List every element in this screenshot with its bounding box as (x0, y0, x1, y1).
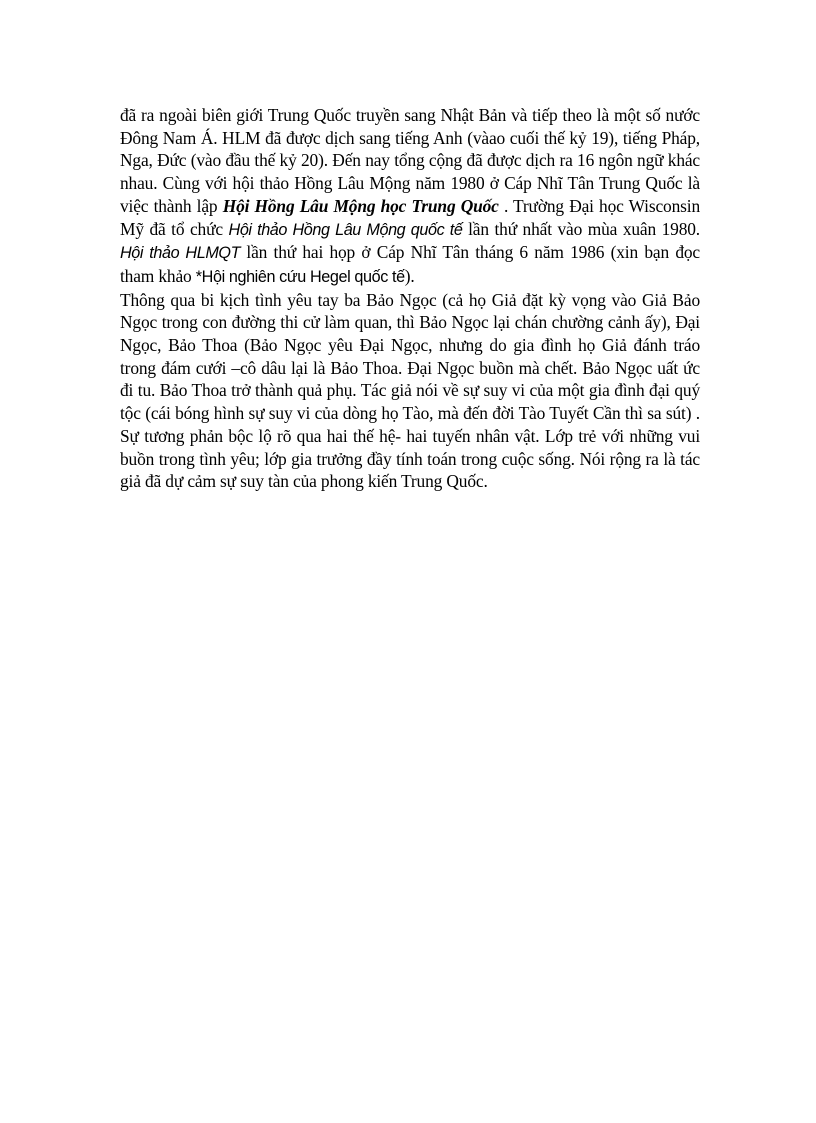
paragraph-1-text-d: lần thứ hai họp ở Cáp Nhĩ Tân tháng 6 năm 1986 (xin bạn đọc tham khảo (120, 242, 700, 286)
conference-name-emphasis: Hội thảo Hồng Lâu Mộng quốc tế (228, 220, 463, 239)
conference-abbrev-emphasis: Hội thảo HLMQT (120, 244, 241, 263)
document-body (120, 104, 700, 493)
paragraph-1-text-e: ). (404, 265, 415, 286)
society-name-emphasis: Hội Hồng Lâu Mộng học Trung Quốc (222, 195, 499, 216)
hegel-society-reference: *Hội nghiên cứu Hegel quốc tế (195, 267, 405, 286)
paragraph-1 (120, 104, 700, 289)
paragraph-2: Thông qua bi kịch tình yêu tay ba Bảo Ngọc (cả họ Giả đặt kỳ vọng vào Giả Bảo Ngọc trong con đường thi cử làm quan, thì Bảo Ngọc lại chán chường cảnh ấy), Đại Ngọc, Bảo Thoa (Bảo Ngọc yêu Đại Ngọc, nhưng do gia đình họ Giả đánh tráo trong đám cưới –cô dâu lại là Bảo Thoa. Đại Ngọc buồn mà chết. Bảo Ngọc uất ức đi tu. Bảo Thoa trở thành quả phụ. Tác giả nói về sự suy vi của một gia đình đại quý tộc (cái bóng hình sự suy vi của dòng họ Tào, mà đến đời Tào Tuyết Cần thì sa sút) . Sự tương phản bộc lộ rõ qua hai thế hệ- hai tuyến nhân vật. Lớp trẻ với những vui buồn trong tình yêu; lớp gia trưởng đầy tính toán trong cuộc sống. Nói rộng ra là tác giả đã dự cảm sự suy tàn của phong kiến Trung Quốc. (120, 289, 700, 492)
paragraph-1-text-a: đã ra ngoài biên giới Trung Quốc truyền sang Nhật Bản và tiếp theo là một số nước Đông Nam Á. HLM đã được dịch sang tiếng Anh (vàao cuối thế kỷ 19), tiếng Pháp, Nga, Đức (vào đầu thế kỷ 20). Đến nay tổng cộng đã được dịch ra 16 ngôn ngữ khác nhau. Cùng với hội thảo Hồng Lâu Mộng năm 1980 ở Cáp Nhĩ Tân Trung Quốc là việc thành lập (120, 105, 700, 216)
paragraph-1-text-c: lần thứ nhất vào mùa xuân 1980. (462, 218, 700, 239)
paragraph-1-text-b: . Trường Đại học Wisconsin Mỹ đã tổ chức (120, 195, 700, 239)
